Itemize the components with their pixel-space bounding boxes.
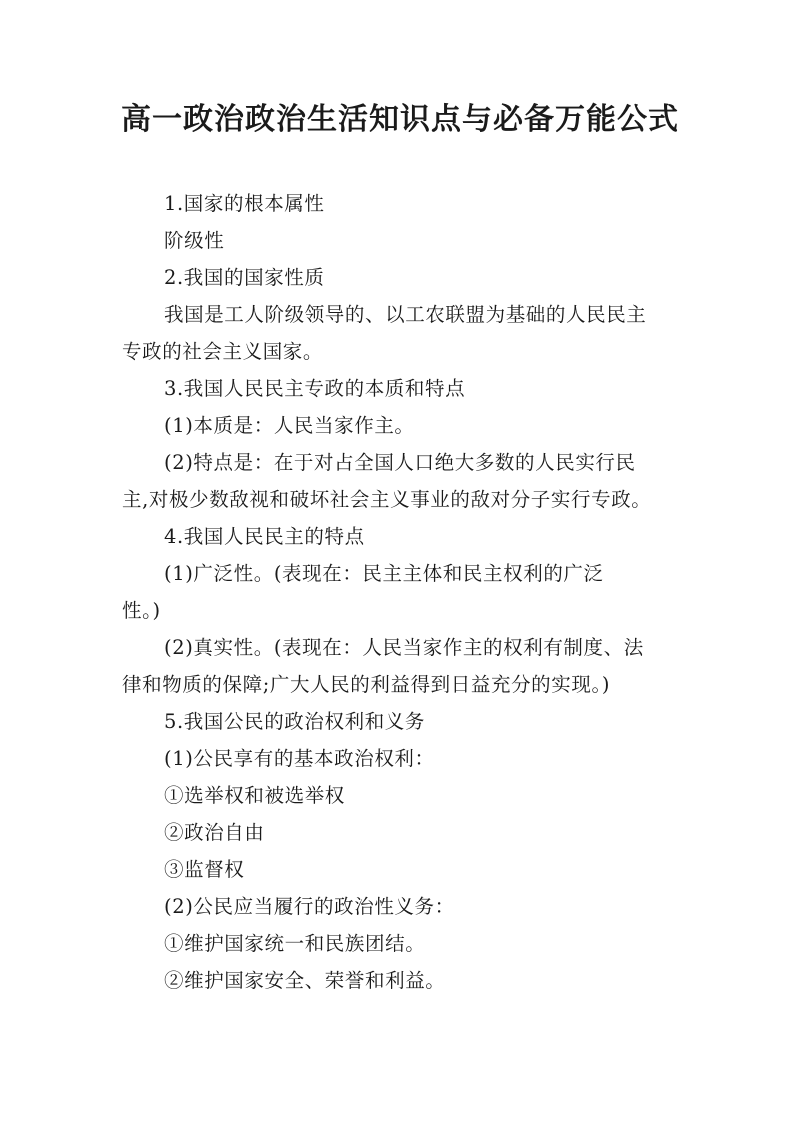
- text-line: (1)公民享有的基本政治权利：: [164, 747, 435, 770]
- paragraph: [122, 629, 688, 703]
- paragraph-line: 专政的社会主义国家。: [122, 340, 324, 363]
- heading-item-4: 4.我国人民民主的特点: [164, 525, 365, 548]
- paragraph-line: (2)真实性。(表现在：人民当家作主的权利有制度、法: [164, 636, 644, 659]
- list-item: ③监督权: [164, 858, 245, 881]
- list-item: ①维护国家统一和民族团结。: [164, 932, 426, 955]
- heading-item-1: 1.国家的根本属性: [164, 192, 325, 215]
- paragraph-line: 主,对极少数敌视和破坏社会主义事业的敌对分子实行专政。: [122, 488, 652, 511]
- heading-item-5: 5.我国公民的政治权利和义务: [164, 710, 426, 733]
- document-body: [122, 185, 688, 999]
- list-item: ②维护国家安全、荣誉和利益。: [164, 969, 446, 992]
- paragraph: [122, 444, 688, 518]
- paragraph-line: (2)特点是：在于对占全国人口绝大多数的人民实行民: [164, 451, 636, 474]
- heading-item-2: 2.我国的国家性质: [164, 266, 325, 289]
- heading-item-3: 3.我国人民民主专政的本质和特点: [164, 377, 466, 400]
- page-title: 高一政治政治生活知识点与必备万能公式: [121, 102, 679, 137]
- paragraph-line: 我国是工人阶级领导的、以工农联盟为基础的人民民主: [164, 303, 647, 326]
- paragraph-line: (1)广泛性。(表现在：民主主体和民主权利的广泛: [164, 562, 604, 585]
- paragraph: [122, 555, 688, 629]
- paragraph-line: 性。): [122, 599, 161, 622]
- paragraph: [122, 296, 688, 370]
- text-line: (2)公民应当履行的政治性义务：: [164, 895, 455, 918]
- paragraph-line: 律和物质的保障;广大人民的利益得到日益充分的实现。): [122, 673, 611, 696]
- list-item: ①选举权和被选举权: [164, 784, 345, 807]
- list-item: ②政治自由: [164, 821, 265, 844]
- text-line: (1)本质是：人民当家作主。: [164, 414, 415, 437]
- text-line: 阶级性: [164, 229, 225, 252]
